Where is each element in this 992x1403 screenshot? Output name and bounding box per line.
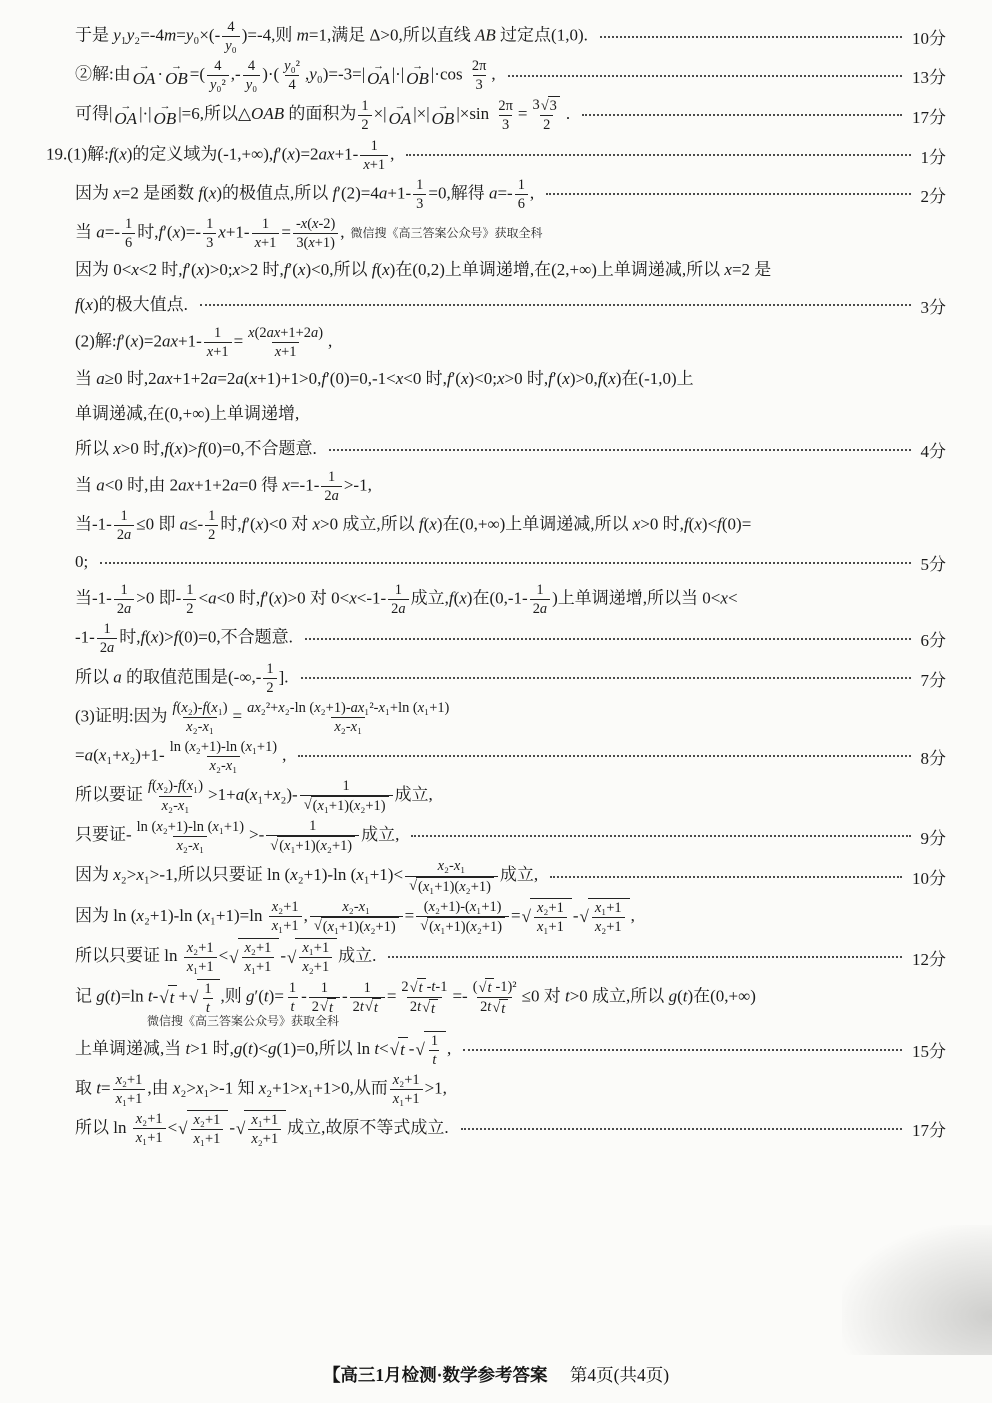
- score-label: 15分: [912, 1042, 946, 1062]
- solution-line-row: [75, 324, 946, 361]
- fraction: $\frac{1}{2a}$: [530, 581, 550, 618]
- score-label: 2分: [920, 186, 946, 206]
- fraction: 1 √ (x₁+1)(x₂+1): [266, 817, 359, 855]
- math-content: =a(x₁+x₂)+1- $\frac{\text{ln (x₂+1)-ln (x₁+1)}}{\text{x₂-x₁}}$ ,: [75, 738, 287, 774]
- fraction: $\frac{2\pi}{3}$: [471, 58, 487, 94]
- fraction: $\frac{1}{2a}$: [97, 620, 117, 657]
- solution-line-row: [75, 254, 946, 287]
- score-label: 13分: [912, 68, 946, 88]
- fraction: 3 √ 3 2: [530, 96, 564, 134]
- solution-line-row: [75, 215, 946, 252]
- fraction: $\frac{4}{\text{y₀²}}$: [207, 57, 229, 94]
- fraction: $\frac{1}{t}$: [288, 980, 297, 1016]
- watermark-text: 微信搜《高三答案公众号》获取全科: [350, 226, 543, 241]
- sqrt: √ t: [365, 998, 381, 1017]
- sqrt: [236, 1110, 286, 1148]
- fraction: $\frac{\text{x₂+1}}{\text{x₁+1}}$: [184, 939, 217, 976]
- math-content: 记 g(t)=ln t- √ t + √ $\frac{1}{t}$ ,则 g′(t)= $\frac{1}{t}$ - 1 2 √ t - 1 2t √ t = 2 √ t -t-1 2t √ t =- ( √ t -1)² 2t √ t ≤0 对 t>0 成立,所以 g(t)在(0,+∞): [75, 979, 756, 1017]
- fraction: $\frac{1}{t}$: [430, 1032, 439, 1068]
- dotted-leader: [301, 677, 911, 679]
- vector: → OA: [114, 99, 138, 128]
- fraction: (x₂+1)-(x₁+1) √ (x₁+1)(x₂+1): [416, 898, 509, 936]
- solution-line-row: [75, 398, 946, 431]
- radical-icon: √: [320, 999, 328, 1016]
- math-content: 因为 ln (x₂+1)-ln (x₁+1)=ln $\frac{\text{x₂+1}}{\text{x₁+1}}$ , x₂-x₁ √ (x₁+1)(x₂+1) = (x₂+1)-(x₁+1) √ (x₁+1)(x₂+1) = √ $\frac{\text{x₂+1}}{\text{x₁+1}}$ - √ $\frac{\text{x₁+1}}{\text{x₂+1}}$ ,: [75, 898, 635, 935]
- vector: → OB: [431, 99, 455, 128]
- fraction: $\frac{\text{ln (x₂+1)-ln (x₁+1)}}{\text{x₂-x₁}}$: [169, 738, 278, 774]
- score-label: 3分: [920, 297, 946, 317]
- score-label: 9分: [920, 828, 946, 848]
- vector: → OA: [367, 60, 390, 89]
- fraction: $\frac{\text{x₂+1}}{\text{x₁+1}}$: [534, 899, 567, 936]
- sqrt: √ (x₁+1)(x₂+1): [270, 836, 355, 855]
- math-content: 当-1- $\frac{1}{2a}$ >0 即- $\frac{1}{2}$ <a<0 时,f′(x)>0 对 0<x<-1- $\frac{1}{2a}$ 成立,f(x)在(0,-1- $\frac{1}{2a}$ )上单调递增,所以当 0<x<: [75, 582, 738, 618]
- fraction: $\frac{1}{t}$: [204, 980, 212, 1016]
- solution-line-row: [75, 777, 946, 815]
- vector: → OB: [153, 99, 177, 128]
- solution-line: [46, 324, 946, 361]
- solution-line: [46, 433, 946, 466]
- score-label: 12分: [912, 949, 946, 969]
- fraction: $\frac{1}{2}$: [358, 97, 371, 134]
- fraction: $\frac{1}{6}$: [515, 176, 528, 213]
- math-content: 所以 a 的取值范围是(-∞,- $\frac{1}{2}$ ].: [75, 660, 289, 696]
- sqrt: [522, 898, 572, 936]
- fraction: 1 2t √ t: [350, 979, 385, 1017]
- math-content: 上单调递减,当 t>1 时,g(t)<g(1)=0,所以 ln t< √ t - √ $\frac{1}{t}$ ,: [75, 1032, 452, 1068]
- vector-arrow-icon: →: [159, 99, 171, 112]
- sqrt: [178, 1110, 228, 1148]
- vector-arrow-icon: →: [437, 99, 449, 112]
- math-content: 因为 x=2 是函数 f(x)的极值点,所以 f′(2)=4a+1- $\frac{1}{3}$ =0,解得 a=- $\frac{1}{6}$ ,: [75, 176, 535, 212]
- score-label: 10分: [912, 869, 946, 889]
- vector: → OB: [406, 60, 429, 89]
- solution-line: [46, 1110, 946, 1148]
- vector-arrow-icon: →: [412, 60, 424, 73]
- fraction: $\frac{1}{2a}$: [321, 468, 341, 505]
- sqrt: √ t: [159, 985, 177, 1011]
- fraction: $\frac{1}{x+1}$: [360, 137, 388, 174]
- fraction: $\frac{1}{6}$: [122, 215, 135, 252]
- math-content: ②解:由 → OA · → OB =( $\frac{4}{\text{y₀²}}$ ,- $\frac{4}{\text{y₀}}$ )·( $\frac{\text{y₀²}}{4}$ ,y₀)=-3=| → OA |·| → OB |·cos $\frac{2\pi}{3}$ ,: [75, 58, 496, 94]
- dotted-leader: [411, 835, 910, 837]
- fraction: 1 2 √ t: [309, 979, 340, 1017]
- score-label: 1分: [920, 147, 946, 167]
- radical-icon: √: [579, 907, 589, 927]
- solution-line: [46, 176, 946, 213]
- solution-line: [46, 468, 946, 505]
- dotted-leader: [463, 1049, 902, 1051]
- math-content: 19.(1)解:f(x)的定义域为(-1,+∞),f′(x)=2ax+1- $\frac{1}{x+1}$ ,: [46, 137, 395, 173]
- solution-line-row: [75, 699, 946, 736]
- dotted-leader: [329, 449, 911, 451]
- math-content: 取 t= $\frac{\text{x₂+1}}{\text{x₁+1}}$ ,由 x₂>x₁>-1 知 x₂+1>x₁+1>0,从而 $\frac{\text{x₂+1}}{\text{x₁+1}}$ >1,: [75, 1071, 447, 1107]
- vector-arrow-icon: →: [372, 60, 384, 73]
- sqrt: √ (x₁+1)(x₂+1): [409, 877, 494, 896]
- radical-icon: √: [409, 979, 418, 996]
- vector: → OB: [165, 60, 188, 89]
- sqrt: √ (x₁+1)(x₂+1): [304, 796, 389, 815]
- sqrt: [229, 938, 279, 976]
- fraction: $\frac{1}{x+1}$: [252, 215, 280, 252]
- sqrt: [415, 1031, 446, 1069]
- solution-line: [46, 1031, 946, 1069]
- math-content: 因为 0<x<2 时,f′(x)>0;x>2 时,f′(x)<0,所以 f(x)在(0,2)上单调递增,在(2,+∞)上单调递减,所以 x=2 是: [75, 260, 772, 280]
- solution-line-row: [75, 620, 946, 657]
- vector-arrow-icon: →: [394, 99, 406, 112]
- math-content: -1- $\frac{1}{2a}$ 时,f(x)>f(0)=0,不合题意.: [75, 621, 293, 657]
- math-content: 所以 ln $\frac{\text{x₂+1}}{\text{x₁+1}}$ < √ $\frac{\text{x₂+1}}{\text{x₁+1}}$ - √ $\frac{\text{x₁+1}}{\text{x₂+1}}$ 成立,故原不等式成立.: [75, 1111, 449, 1147]
- score-label: 10分: [912, 29, 946, 49]
- solution-line-row: [75, 660, 946, 697]
- math-content: 所以只要证 ln $\frac{\text{x₂+1}}{\text{x₁+1}}$ < √ $\frac{\text{x₂+1}}{\text{x₁+1}}$ - √ $\frac{\text{x₁+1}}{\text{x₂+1}}$ 成立.: [75, 939, 377, 976]
- dotted-leader: [582, 114, 902, 116]
- fraction: $\frac{\text{f(x₂)-f(x₁)}}{\text{x₂-x₁}}$: [148, 778, 203, 814]
- radical-icon: √: [236, 1119, 246, 1139]
- solution-line: [46, 1071, 946, 1108]
- math-content: 因为 x₂>x₁>-1,所以只要证 ln (x₂+1)-ln (x₁+1)< x₂-x₁ √ (x₁+1)(x₂+1) 成立,: [75, 858, 539, 895]
- fraction: $\frac{\text{x₂+1}}{\text{x₁+1}}$: [269, 898, 302, 935]
- solution-line: [46, 96, 946, 134]
- solution-line: [46, 978, 946, 1028]
- math-content: 所以 x>0 时,f(x)>f(0)=0,不合题意.: [75, 439, 317, 459]
- fraction: $\frac{1}{2a}$: [388, 581, 408, 618]
- sqrt: √ t: [320, 998, 336, 1017]
- vector: → OA: [388, 99, 412, 128]
- solution-line: [46, 137, 946, 174]
- solution-line-row: [75, 1031, 946, 1069]
- solution-line-row: [75, 1110, 946, 1148]
- sqrt: √ t: [422, 999, 438, 1018]
- solution-line-row: [75, 18, 946, 55]
- fraction: $\frac{\text{y₀²}}{4}$: [284, 58, 300, 94]
- solution-line: [46, 18, 946, 55]
- dotted-leader: [200, 304, 911, 306]
- sqrt: √ (x₁+1)(x₂+1): [420, 917, 505, 936]
- solution-line-row: [75, 1071, 946, 1108]
- fraction: ( √ t -1)² 2t √ t: [472, 979, 517, 1017]
- vector-arrow-icon: →: [138, 60, 150, 73]
- dotted-leader: [100, 562, 910, 564]
- footer-page-number: 第4页(共4页): [569, 1365, 670, 1385]
- solution-line-row: [75, 363, 946, 396]
- solution-line-row: [75, 857, 946, 895]
- sqrt: √ (x₁+1)(x₂+1): [314, 917, 399, 936]
- fraction: $\frac{2\pi}{3}$: [498, 97, 513, 133]
- solution-lines: [46, 16, 946, 1356]
- fraction: $\frac{1}{2}$: [183, 581, 196, 618]
- radical-icon: √: [478, 979, 487, 996]
- sqrt: [287, 938, 337, 976]
- solution-line: [46, 398, 946, 431]
- vector-arrow-icon: →: [120, 99, 132, 112]
- solution-line-row: [75, 433, 946, 466]
- score-label: 5分: [920, 555, 946, 575]
- solution-line: [46, 546, 946, 579]
- radical-icon: √: [178, 1119, 188, 1139]
- math-content: (3)证明:因为 $\frac{\text{f(x₂)-f(x₁)}}{\text{x₂-x₁}}$ = $\frac{\text{ax₂²+x₂-ln (x₂+1)-ax₁²-x₁+ln (x₁+1)}}{\text{x₂-x₁}}$: [75, 699, 454, 736]
- math-content: 只要证- $\frac{\text{ln (x₂+1)-ln (x₁+1)}}{\text{x₂-x₁}}$ >- 1 √ (x₁+1)(x₂+1) 成立,: [75, 818, 400, 855]
- dotted-leader: [600, 36, 902, 38]
- solution-line-row: [75, 57, 946, 94]
- radical-icon: √: [415, 1040, 425, 1060]
- math-content: f(x)的极大值点.: [75, 295, 188, 315]
- radical-icon: √: [364, 999, 373, 1016]
- math-content: 当 a≥0 时,2ax+1+2a=2a(x+1)+1>0,f′(0)=0,-1<x<0 时,f′(x)<0;x>0 时,f′(x)>0,f(x)在(-1,0)上: [75, 369, 694, 389]
- radical-icon: √: [409, 877, 417, 894]
- fraction: $\frac{1}{2}$: [263, 660, 276, 697]
- fraction: $\frac{\text{x₂+1}}{\text{x₁+1}}$: [390, 1071, 423, 1108]
- radical-icon: √: [159, 988, 169, 1008]
- fraction: x₂-x₁ √ (x₁+1)(x₂+1): [310, 898, 403, 936]
- fraction: $\frac{\text{x₂+1}}{\text{x₁+1}}$: [133, 1110, 166, 1147]
- dotted-leader: [508, 75, 902, 77]
- footer-title: 【高三1月检测·数学参考答案: [322, 1365, 548, 1385]
- solution-line: [46, 289, 946, 322]
- solution-line: [46, 699, 946, 736]
- radical-icon: √: [492, 999, 501, 1016]
- sqrt: √ t: [479, 978, 495, 997]
- fraction: $\frac{\text{x₁+1}}{\text{x₂+1}}$: [299, 939, 332, 976]
- fraction: $\frac{1}{2a}$: [114, 507, 134, 544]
- radical-icon: √: [303, 797, 312, 814]
- radical-icon: √: [521, 907, 531, 927]
- solution-line-row: [75, 581, 946, 618]
- math-content: 所以要证 $\frac{\text{f(x₂)-f(x₁)}}{\text{x₂-x₁}}$ >1+a(x₁+x₂)- 1 √ (x₁+1)(x₂+1) 成立,: [75, 777, 433, 815]
- score-label: 17分: [912, 1121, 946, 1141]
- radical-icon: √: [422, 999, 431, 1016]
- sqrt: √ t: [492, 999, 508, 1018]
- score-label: 7分: [920, 670, 946, 690]
- fraction: $\frac{\text{ln (x₂+1)-ln (x₁+1)}}{\text{x₂-x₁}}$: [136, 818, 245, 854]
- sqrt: √ t: [410, 978, 426, 997]
- fraction: $\frac{\text{f(x₂)-f(x₁)}}{\text{x₂-x₁}}$: [172, 699, 228, 735]
- dotted-leader: [298, 755, 910, 757]
- solution-line-row: [75, 96, 946, 134]
- dotted-leader: [388, 956, 902, 958]
- solution-line-row: [75, 468, 946, 505]
- dotted-leader: [546, 193, 910, 195]
- radical-icon: √: [389, 1040, 400, 1060]
- math-content: 当 a=- $\frac{1}{6}$ 时,f′(x)=- $\frac{1}{3}$ x+1- $\frac{1}{x+1}$ = $\frac{-x(x-2)}{3(x+1)}$ , 微信搜《高三答案公众号》获取全科: [75, 215, 543, 251]
- math-content: 当-1- $\frac{1}{2a}$ ≤0 即 a≤- $\frac{1}{2}$ 时,f′(x)<0 对 x>0 成立,所以 f(x)在(0,+∞)上单调递减,所以 x>0 时,f(x)<f(0)=: [75, 508, 752, 544]
- radical-icon: √: [540, 97, 549, 114]
- fraction: $\frac{4}{\text{y₀}}$: [222, 18, 239, 55]
- fraction: $\frac{\text{ax₂²+x₂-ln (x₂+1)-ax₁²-x₁+ln (x₁+1)}}{\text{x₂-x₁}}$: [247, 699, 450, 735]
- score-label: 4分: [920, 442, 946, 462]
- fraction: $\frac{x(2ax+1+2a)}{x+1}$: [248, 324, 324, 360]
- solution-line: [46, 363, 946, 396]
- page-footer: [0, 1362, 992, 1387]
- sqrt: √ t: [390, 1037, 408, 1063]
- dotted-leader: [461, 1128, 902, 1130]
- radical-icon: √: [270, 837, 279, 854]
- radical-icon: √: [229, 947, 239, 967]
- radical-icon: √: [420, 918, 429, 935]
- fraction: $\frac{1}{3}$: [413, 176, 426, 213]
- solution-line: [46, 898, 946, 936]
- solution-line-row: [75, 289, 946, 322]
- fraction: $\frac{4}{\text{y₀}}$: [243, 57, 260, 94]
- solution-line-row: [75, 817, 946, 855]
- solution-line: [46, 57, 946, 94]
- solution-line-row: [75, 546, 946, 579]
- radical-icon: √: [287, 947, 297, 967]
- radical-icon: √: [188, 988, 199, 1008]
- fraction: $\frac{1}{x+1}$: [204, 324, 232, 361]
- fraction: $\frac{1}{2}$: [205, 507, 218, 544]
- watermark-text: 微信搜《高三答案公众号》获取全科: [147, 1013, 340, 1028]
- solution-line-row: [75, 176, 946, 213]
- solution-line-row: [75, 507, 946, 544]
- fraction: $\frac{\text{x₁+1}}{\text{x₂+1}}$: [592, 899, 625, 936]
- solution-line: [46, 507, 946, 544]
- fraction: $\frac{\text{x₁+1}}{\text{x₂+1}}$: [248, 1111, 281, 1148]
- solution-line-row: [75, 898, 946, 936]
- fraction: $\frac{\text{x₂+1}}{\text{x₁+1}}$: [242, 939, 275, 976]
- solution-line-row: [75, 938, 946, 976]
- solution-line-row: [75, 738, 946, 775]
- solution-line: [46, 817, 946, 855]
- solution-line-row: [46, 137, 946, 174]
- solution-line: [46, 938, 946, 976]
- solution-line: [46, 581, 946, 618]
- math-content: 于是 y₁y₂=-4m=y₀×(- $\frac{4}{\text{y₀}}$ )=-4,则 m=1,满足 Δ>0,所以直线 AB 过定点(1,0).: [75, 19, 588, 55]
- fraction: 1 √ (x₁+1)(x₂+1): [300, 777, 393, 815]
- vector: → OA: [132, 60, 156, 89]
- solution-line: [46, 738, 946, 775]
- vector-arrow-icon: →: [170, 60, 182, 73]
- math-content: 单调递减,在(0,+∞)上单调递增,: [75, 404, 300, 424]
- sqrt: [579, 898, 629, 936]
- radical-icon: √: [313, 918, 322, 935]
- fraction: $\frac{-x(x-2)}{3(x+1)}$: [293, 215, 338, 252]
- dotted-leader: [406, 154, 910, 156]
- solution-line: [46, 254, 946, 287]
- dotted-leader: [550, 876, 902, 878]
- math-content: 可得| → OA |·| → OB |=6,所以△OAB 的面积为 $\frac{1}{2}$ ×| → OA |×| → OB |×sin $\frac{2\pi}{3}$ = 3 √ 3 2 .: [75, 97, 571, 134]
- fraction: $\frac{\text{x₂+1}}{\text{x₁+1}}$: [113, 1071, 146, 1108]
- math-content: (2)解:f′(x)=2ax+1- $\frac{1}{x+1}$ = $\frac{x(2ax+1+2a)}{x+1}$ ,: [75, 324, 333, 360]
- sqrt: √ 3: [541, 96, 560, 115]
- score-label: 6分: [920, 631, 946, 651]
- fraction: $\frac{\text{x₂+1}}{\text{x₁+1}}$: [191, 1111, 224, 1148]
- fraction: $\frac{1}{2a}$: [114, 581, 134, 618]
- math-content: 当 a<0 时,由 2ax+1+2a=0 得 x=-1- $\frac{1}{2a}$ >-1,: [75, 469, 372, 505]
- dotted-leader: [305, 638, 911, 640]
- score-label: 8分: [920, 748, 946, 768]
- fraction: $\frac{1}{3}$: [203, 215, 216, 252]
- math-content: 0;: [75, 552, 89, 572]
- solution-line: [46, 777, 946, 815]
- fraction: 2 √ t -t-1 2t √ t: [401, 979, 448, 1017]
- solution-line: [46, 857, 946, 895]
- fraction: x₂-x₁ √ (x₁+1)(x₂+1): [405, 857, 498, 895]
- solution-line: [46, 215, 946, 252]
- solution-line: [46, 660, 946, 697]
- score-label: 17分: [912, 107, 946, 127]
- solution-line: [46, 620, 946, 657]
